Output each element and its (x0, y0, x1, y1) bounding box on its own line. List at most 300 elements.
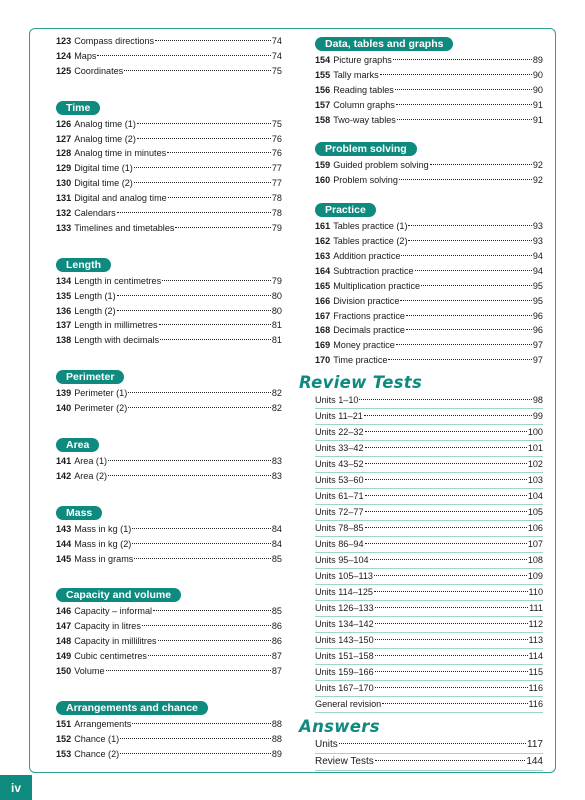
entry-label: Area (1) (74, 456, 108, 467)
page-ref: 77 (271, 163, 282, 174)
unit-number: 146 (56, 606, 72, 617)
unit-number: 150 (56, 666, 72, 677)
dot-leader (160, 339, 271, 340)
entry-label: Units 151–158 (315, 651, 374, 662)
unit-number: 167 (315, 310, 331, 321)
answer-entry (315, 737, 543, 754)
unit-number: 152 (56, 733, 72, 744)
page-ref: 82 (271, 403, 282, 414)
review-test-entry (315, 681, 543, 697)
entry-label: Compass directions (74, 36, 155, 46)
page-ref: 92 (532, 160, 543, 171)
page-ref: 79 (271, 275, 282, 286)
dot-leader (137, 138, 271, 139)
page-ref: 80 (271, 290, 282, 301)
toc-entry (56, 522, 282, 537)
review-test-entry (315, 649, 543, 665)
section-heading: Data, tables and graphs (315, 37, 453, 51)
page-ref: 75 (271, 118, 282, 129)
unit-number: 136 (56, 305, 72, 316)
unit-number: 153 (56, 748, 72, 759)
toc-entry (315, 249, 543, 264)
page-ref: 96 (532, 310, 543, 321)
dot-leader (120, 753, 271, 754)
review-test-entry (315, 521, 543, 537)
toc-section (56, 255, 282, 348)
entry-label: Digital time (2) (74, 178, 133, 189)
unit-number: 160 (315, 175, 331, 186)
entry-label: Coordinates (74, 65, 124, 76)
entry-label: Capacity in millilitres (74, 636, 157, 647)
entry-label: Review Tests (315, 756, 374, 768)
page-ref: 97 (532, 355, 543, 366)
dot-leader (134, 182, 271, 183)
unit-number: 140 (56, 403, 72, 414)
page-ref: 106 (527, 523, 543, 534)
page-ref: 101 (527, 443, 543, 454)
unit-number: 138 (56, 335, 72, 346)
toc-entry (56, 274, 282, 289)
review-test-entry (315, 601, 543, 617)
entry-label: General revision (315, 699, 382, 710)
entry-label: Units 105–113 (315, 571, 373, 582)
page-ref: 88 (271, 718, 282, 729)
dot-leader (134, 558, 271, 559)
dot-leader (168, 197, 271, 198)
entry-label: Problem solving (333, 175, 398, 186)
dot-leader (400, 300, 531, 301)
dot-leader (408, 240, 531, 241)
entry-label: Area (2) (74, 470, 108, 481)
unit-number: 126 (56, 118, 72, 129)
dot-leader (375, 687, 528, 688)
entry-label: Fractions practice (333, 310, 405, 321)
dot-leader (388, 359, 531, 360)
toc-section (56, 34, 282, 79)
answers-block (299, 717, 543, 771)
dot-leader (155, 40, 271, 41)
dot-leader (365, 511, 527, 512)
entry-label: Digital time (1) (74, 163, 133, 174)
entry-label: Division practice (333, 295, 400, 306)
toc-entry (315, 323, 543, 338)
dot-leader (137, 123, 271, 124)
dot-leader (128, 392, 271, 393)
dot-leader (117, 295, 271, 296)
unit-number: 133 (56, 222, 72, 233)
entry-label: Picture graphs (333, 55, 392, 65)
section-heading: Length (56, 258, 111, 272)
page-ref: 92 (532, 175, 543, 186)
unit-number: 127 (56, 133, 72, 144)
dot-leader (134, 167, 271, 168)
toc-entry (56, 747, 282, 762)
unit-number: 149 (56, 651, 72, 662)
page-ref: 93 (532, 221, 543, 232)
page-ref: 83 (271, 470, 282, 481)
dot-leader (132, 543, 271, 544)
page-ref: 112 (528, 619, 543, 630)
page-ref: 74 (271, 50, 282, 61)
entry-label: Mass in kg (1) (74, 523, 132, 534)
page-ref: 94 (532, 251, 543, 262)
entry-label: Analog time (2) (74, 133, 136, 144)
toc-entry (315, 338, 543, 353)
entry-label: Units 86–94 (315, 539, 364, 550)
unit-number: 159 (315, 160, 331, 171)
toc-entry (315, 294, 543, 309)
entry-label: Units (315, 739, 338, 751)
toc-section (56, 435, 282, 484)
entry-label: Guided problem solving (333, 160, 429, 171)
entry-label: Units 33–42 (315, 443, 364, 454)
dot-leader (153, 610, 271, 611)
dot-leader (365, 447, 527, 448)
page-ref: 105 (527, 507, 543, 518)
page-ref: 113 (528, 635, 543, 646)
section-heading: Area (56, 438, 99, 452)
dot-leader (120, 738, 271, 739)
entry-label: Units 78–85 (315, 523, 364, 534)
toc-entry (315, 264, 543, 279)
dot-leader (406, 329, 532, 330)
toc-entry (56, 161, 282, 176)
page-ref: 75 (271, 65, 282, 76)
dot-leader (393, 59, 532, 60)
dot-leader (399, 179, 532, 180)
toc-section (56, 367, 282, 416)
review-test-entry (315, 585, 543, 601)
page-ref: 89 (532, 55, 543, 65)
dot-leader (175, 227, 270, 228)
unit-number: 148 (56, 636, 72, 647)
page-ref: 96 (532, 325, 543, 336)
toc-entry (56, 386, 282, 401)
entry-label: Units 53–60 (315, 475, 364, 486)
dot-leader (106, 670, 271, 671)
contents-left-column (56, 34, 282, 762)
dot-leader (401, 255, 531, 256)
toc-section (56, 585, 282, 678)
unit-number: 156 (315, 84, 331, 95)
page-ref: 87 (271, 666, 282, 677)
dot-leader (408, 225, 531, 226)
page-ref: 84 (271, 523, 282, 534)
entry-label: Money practice (333, 340, 395, 351)
dot-leader (148, 655, 271, 656)
toc-entry (56, 469, 282, 484)
entry-label: Analog time in minutes (74, 148, 167, 159)
toc-entry (56, 289, 282, 304)
unit-number: 151 (56, 718, 72, 729)
dot-leader (162, 280, 271, 281)
page-ref: 80 (271, 305, 282, 316)
toc-entry (56, 221, 282, 236)
page-ref: 103 (527, 475, 543, 486)
entry-label: Units 72–77 (315, 507, 364, 518)
review-tests-heading: Review Tests (299, 373, 423, 393)
page-ref: 98 (532, 395, 543, 406)
dot-leader (370, 559, 527, 560)
page-ref: 91 (532, 114, 543, 125)
review-test-entry (315, 489, 543, 505)
toc-entry (315, 53, 543, 68)
entry-label: Length with decimals (74, 335, 160, 346)
dot-leader (365, 543, 527, 544)
dot-leader (396, 344, 532, 345)
unit-number: 128 (56, 148, 72, 159)
unit-number: 145 (56, 553, 72, 564)
toc-entry (56, 732, 282, 747)
unit-number: 130 (56, 178, 72, 189)
entry-label: Digital and analog time (74, 193, 167, 204)
unit-number: 147 (56, 621, 72, 632)
toc-entry (56, 619, 282, 634)
dot-leader (430, 164, 532, 165)
page-ref: 86 (271, 621, 282, 632)
page-ref: 76 (271, 133, 282, 144)
answer-entry (315, 754, 543, 771)
dot-leader (108, 475, 271, 476)
toc-entry (56, 132, 282, 147)
page-ref: 110 (528, 587, 543, 598)
review-test-entry (315, 393, 543, 409)
dot-leader (374, 591, 528, 592)
section-heading: Problem solving (315, 142, 417, 156)
entry-label: Timelines and timetables (74, 222, 175, 233)
page-ref: 97 (532, 340, 543, 351)
dot-leader (380, 74, 532, 75)
toc-entry (315, 68, 543, 83)
toc-entry (56, 649, 282, 664)
unit-number: 163 (315, 251, 331, 262)
unit-number: 132 (56, 208, 72, 219)
dot-leader (132, 528, 271, 529)
toc-section (56, 503, 282, 567)
page-ref: 79 (271, 222, 282, 233)
toc-entry (315, 113, 543, 128)
entry-label: Addition practice (333, 251, 401, 262)
unit-number: 124 (56, 50, 72, 61)
review-test-entry (315, 441, 543, 457)
entry-label: Capacity in litres (74, 621, 141, 632)
toc-entry (56, 552, 282, 567)
dot-leader (374, 575, 527, 576)
toc-entry (56, 401, 282, 416)
entry-label: Units 143–150 (315, 635, 374, 646)
entry-label: Calendars (74, 208, 116, 219)
page-ref: 89 (271, 748, 282, 759)
entry-label: Length (1) (74, 290, 116, 301)
dot-leader (375, 671, 528, 672)
dot-leader (167, 152, 271, 153)
entry-label: Tally marks (333, 69, 379, 80)
dot-leader (382, 703, 527, 704)
toc-entry (315, 234, 543, 249)
page-number-tab (0, 775, 32, 800)
entry-label: Units 43–52 (315, 459, 364, 470)
page-ref: 93 (532, 236, 543, 247)
dot-leader (375, 607, 529, 608)
page-ref: 144 (526, 756, 543, 768)
unit-number: 125 (56, 65, 72, 76)
entry-label: Decimals practice (333, 325, 405, 336)
dot-leader (375, 623, 528, 624)
review-test-entry (315, 697, 543, 713)
unit-number: 161 (315, 221, 331, 232)
dot-leader (124, 70, 271, 71)
toc-entry (315, 353, 543, 368)
dot-leader (406, 315, 532, 316)
page-ref: 78 (271, 208, 282, 219)
entry-label: Analog time (1) (74, 118, 136, 129)
dot-leader (339, 743, 526, 744)
unit-number: 142 (56, 470, 72, 481)
page-ref: 90 (532, 84, 543, 95)
toc-section (56, 98, 282, 236)
entry-label: Units 61–71 (315, 491, 364, 502)
dot-leader (397, 119, 532, 120)
page-ref: 90 (532, 69, 543, 80)
entry-label: Units 95–104 (315, 555, 369, 566)
page-ref: 115 (528, 667, 543, 678)
page-ref: 87 (271, 651, 282, 662)
toc-entry (56, 206, 282, 221)
dot-leader (364, 415, 532, 416)
toc-entry (315, 83, 543, 98)
dot-leader (396, 104, 532, 105)
entry-label: Arrangements (74, 718, 132, 729)
dot-leader (158, 640, 271, 641)
toc-section (315, 139, 543, 188)
section-heading: Practice (315, 203, 376, 217)
dot-leader (421, 285, 532, 286)
entry-label: Length (2) (74, 305, 116, 316)
review-test-entry (315, 537, 543, 553)
unit-number: 129 (56, 163, 72, 174)
page-ref: 109 (527, 571, 543, 582)
entry-label: Two-way tables (333, 114, 396, 125)
toc-entry (56, 537, 282, 552)
toc-entry (56, 176, 282, 191)
entry-label: Units 126–133 (315, 603, 374, 614)
dot-leader (375, 760, 526, 761)
dot-leader (132, 723, 271, 724)
page-ref: 95 (532, 295, 543, 306)
toc-entry (315, 219, 543, 234)
dot-leader (365, 495, 527, 496)
answers-heading: Answers (299, 717, 380, 737)
dot-leader (415, 270, 532, 271)
page-ref: 77 (271, 178, 282, 189)
page-ref: 114 (528, 651, 543, 662)
entry-label: Perimeter (1) (74, 388, 128, 399)
page-ref: 116 (528, 699, 543, 710)
unit-number: 164 (315, 265, 331, 276)
review-test-entry (315, 617, 543, 633)
entry-label: Chance (1) (74, 733, 120, 744)
review-test-entry (315, 633, 543, 649)
dot-leader (117, 212, 271, 213)
unit-number: 141 (56, 456, 72, 467)
toc-section (315, 200, 543, 368)
page-ref: 107 (527, 539, 543, 550)
page-ref: 78 (271, 193, 282, 204)
dot-leader (365, 463, 527, 464)
toc-entry (56, 333, 282, 348)
page-ref: 86 (271, 636, 282, 647)
page-ref: 94 (532, 265, 543, 276)
toc-entry (56, 664, 282, 679)
entry-label: Length in centimetres (74, 275, 162, 286)
entry-label: Capacity – informal (74, 606, 153, 617)
review-test-entry (315, 409, 543, 425)
unit-number: 139 (56, 388, 72, 399)
toc-section (56, 698, 282, 762)
toc-entry (56, 117, 282, 132)
entry-label: Maps (74, 50, 97, 61)
entry-label: Units 1–10 (315, 395, 359, 406)
entry-label: Reading tables (333, 84, 394, 95)
unit-number: 157 (315, 99, 331, 110)
unit-number: 143 (56, 523, 72, 534)
toc-section (315, 34, 543, 127)
dot-leader (117, 310, 271, 311)
entry-label: Mass in kg (2) (74, 538, 132, 549)
entry-label: Cubic centimetres (74, 651, 147, 662)
page-ref: 82 (271, 388, 282, 399)
unit-number: 154 (315, 55, 331, 65)
page-ref: 104 (527, 491, 543, 502)
toc-entry (56, 49, 282, 64)
dot-leader (375, 655, 528, 656)
section-heading: Perimeter (56, 370, 124, 384)
entry-label: Units 159–166 (315, 667, 374, 678)
page-ref: 108 (527, 555, 543, 566)
page-ref: 85 (271, 553, 282, 564)
entry-label: Time practice (333, 355, 388, 366)
toc-entry (315, 309, 543, 324)
dot-leader (142, 625, 271, 626)
toc-entry (56, 304, 282, 319)
toc-entry (315, 98, 543, 113)
dot-leader (108, 460, 271, 461)
entry-label: Tables practice (1) (333, 221, 408, 232)
entry-label: Subtraction practice (333, 265, 414, 276)
review-tests-block (299, 373, 543, 713)
page-ref: 81 (271, 335, 282, 346)
unit-number: 155 (315, 69, 331, 80)
entry-label: Units 134–142 (315, 619, 374, 630)
unit-number: 123 (56, 36, 72, 46)
unit-number: 166 (315, 295, 331, 306)
review-test-entry (315, 505, 543, 521)
entry-label: Units 11–21 (315, 411, 363, 422)
section-heading: Arrangements and chance (56, 701, 208, 715)
dot-leader (365, 479, 527, 480)
section-heading: Mass (56, 506, 102, 520)
unit-number: 137 (56, 320, 72, 331)
unit-number: 135 (56, 290, 72, 301)
page-ref: 85 (271, 606, 282, 617)
page-ref: 100 (527, 427, 543, 438)
entry-label: Column graphs (333, 99, 395, 110)
unit-number: 168 (315, 325, 331, 336)
dot-leader (159, 324, 271, 325)
page-ref: 76 (271, 148, 282, 159)
toc-entry (56, 34, 282, 49)
toc-entry (315, 279, 543, 294)
